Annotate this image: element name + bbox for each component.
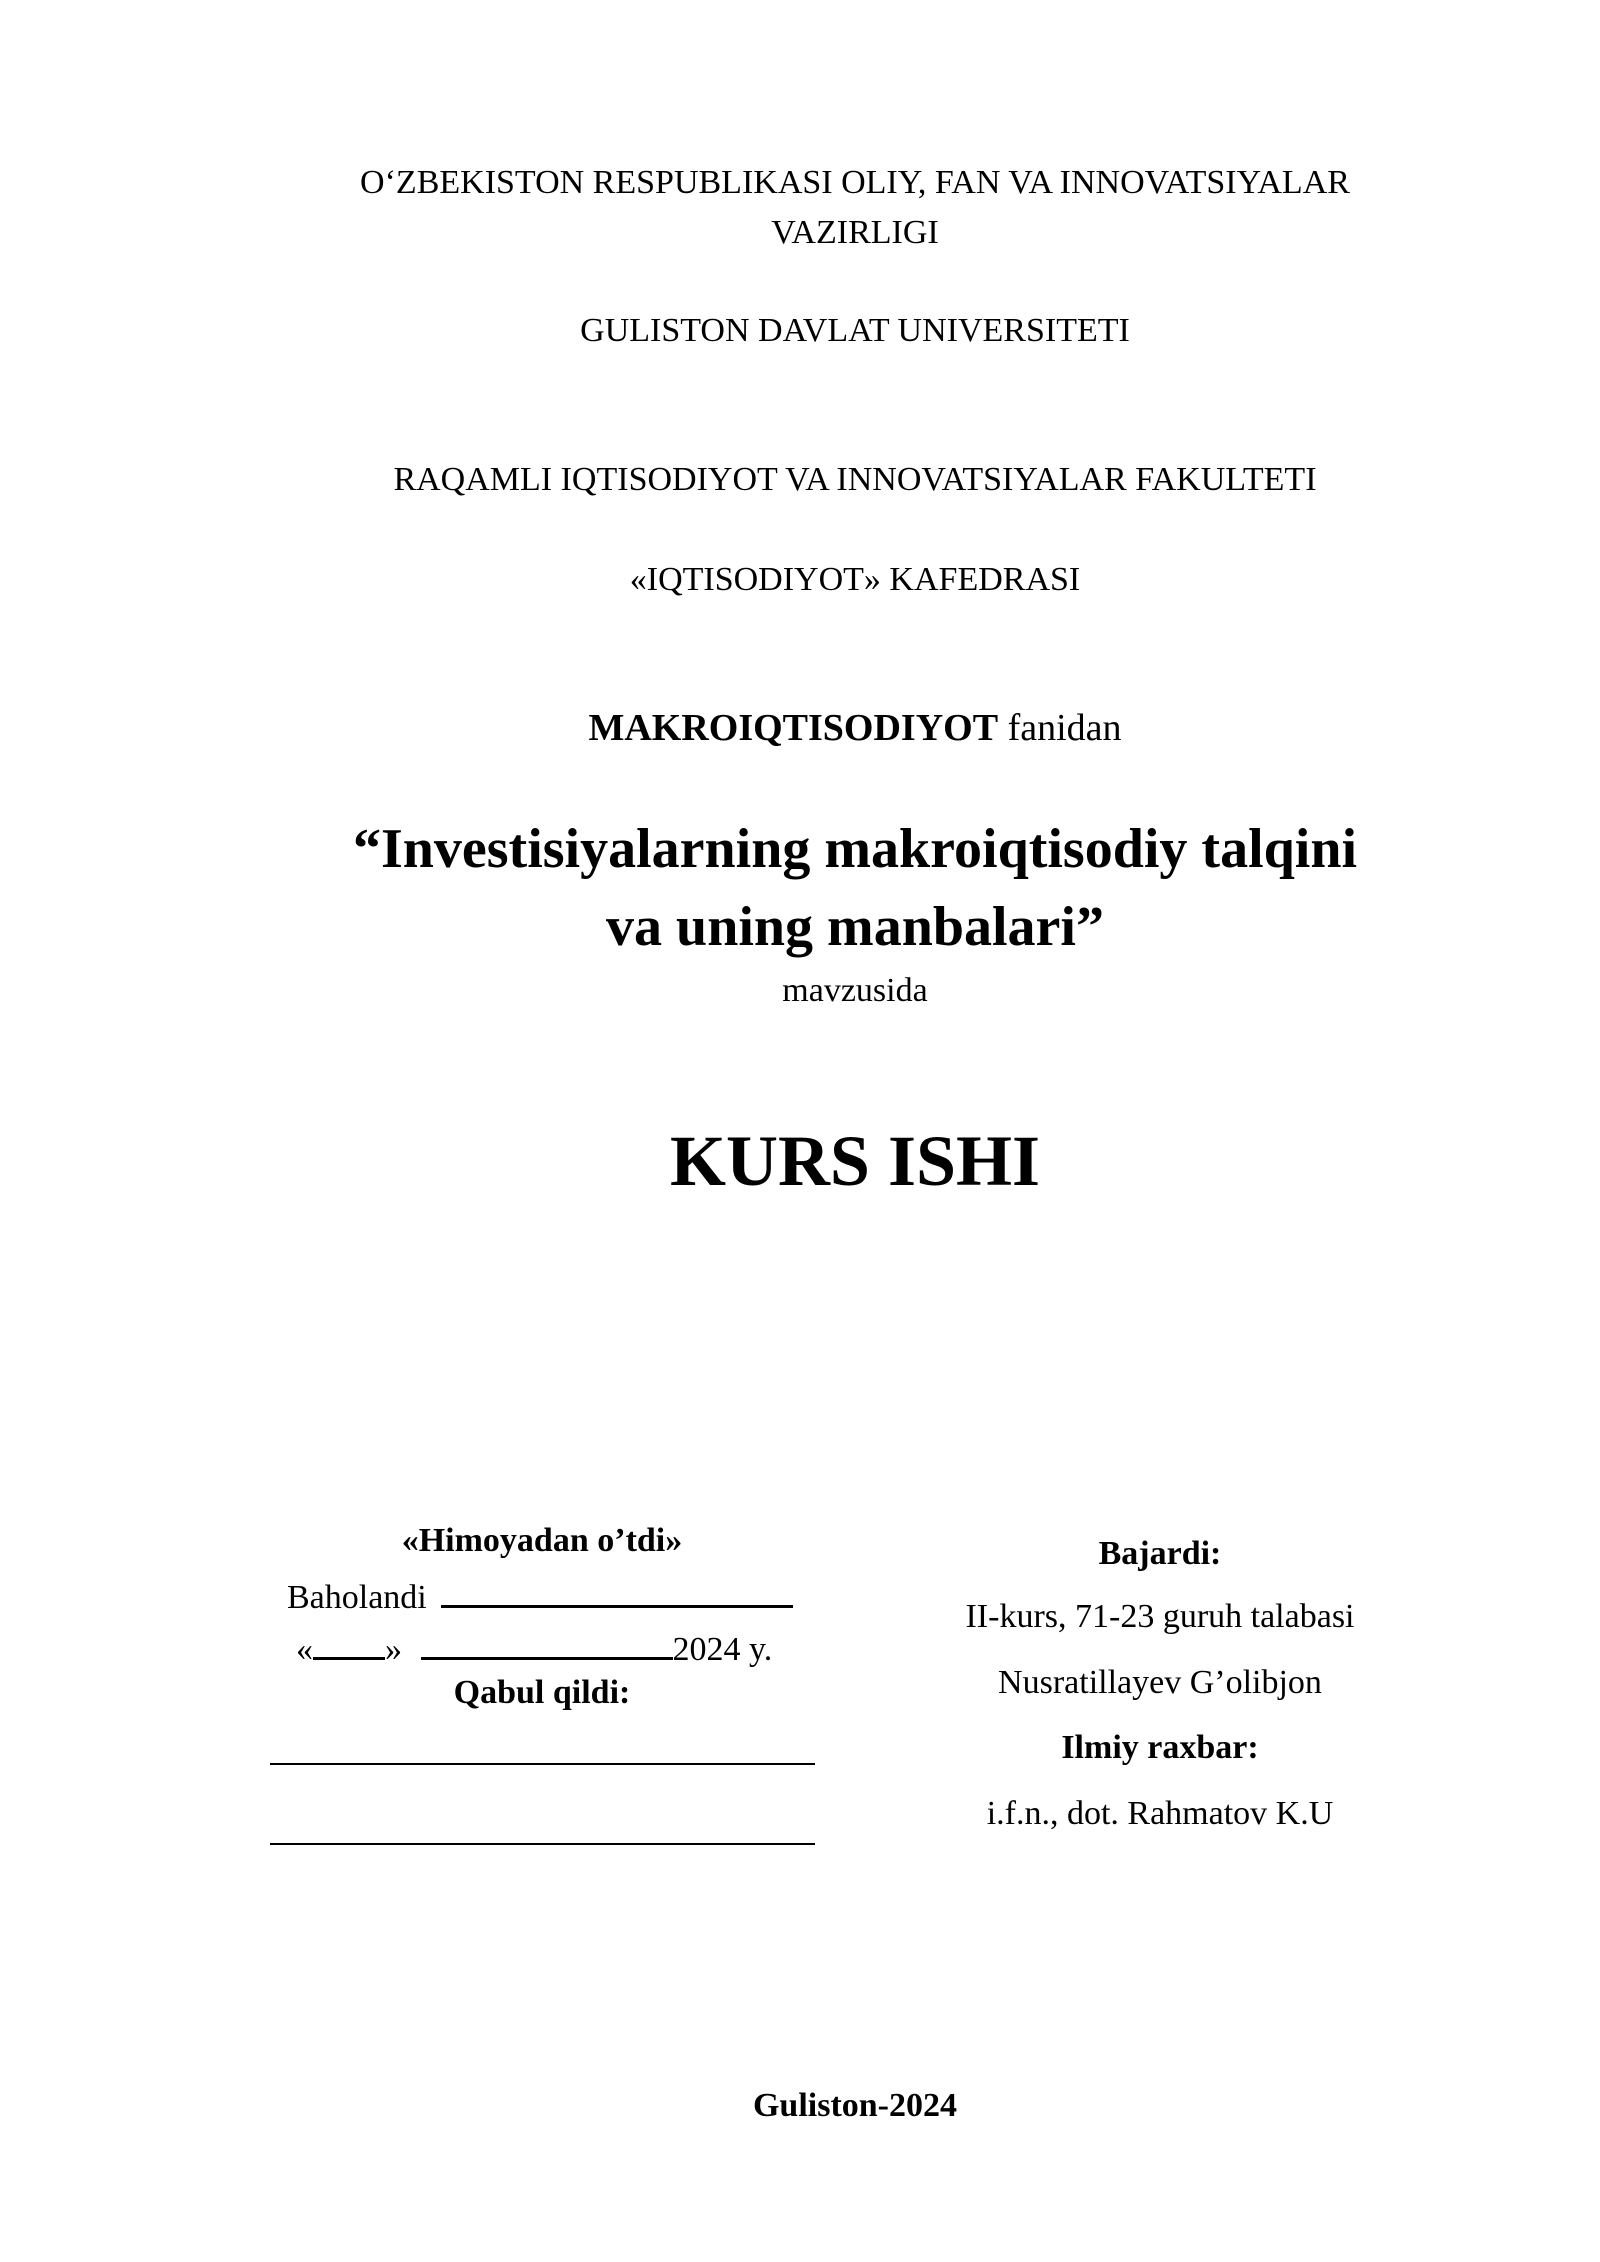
ministry-line-2: VAZIRLIGI [771,214,939,251]
advisor-name: i.f.n., dot. Rahmatov K.U [986,1795,1334,1832]
signature-line-1 [270,1763,815,1765]
performer-label: Bajardi: [1098,1535,1222,1572]
signature-line-2 [270,1843,815,1845]
graded-label: Baholandi [287,1579,427,1616]
document-type-title: KURS ISHI [669,1121,1041,1201]
date-close-quote: » [385,1631,402,1668]
footer-place-year: Guliston-2024 [752,2087,958,2124]
topic-suffix: mavzusida [782,972,928,1009]
subject-suffix: fanidan [998,707,1122,749]
ministry-line-1: O‘ZBEKISTON RESPUBLIKASI OLIY, FAN VA INNOVATSIYALAR [360,164,1350,201]
grade-blank-line [441,1575,793,1608]
graded-row [287,1575,793,1617]
month-blank-line [421,1627,673,1660]
topic-line-2: va uning manbalari” [606,896,1104,958]
advisor-label: Ilmiy raxbar: [1061,1729,1259,1766]
defense-title: «Himoyadan o’tdi» [401,1522,683,1559]
accepted-label: Qabul qildi: [453,1674,631,1711]
subject-name: MAKROIQTISODIYOT [588,707,999,749]
topic-line-1: “Investisiyalarning makroiqtisodiy talqini [352,818,1358,880]
student-group: II-kurs, 71-23 guruh talabasi [965,1598,1355,1635]
date-row [296,1627,772,1669]
department-name: «IQTISODIYOT» KAFEDRASI [629,561,1081,598]
year-label: 2024 y. [672,1631,773,1668]
faculty-name: RAQAMLI IQTISODIYOT VA INNOVATSIYALAR FAKULTETI [393,461,1317,498]
subject-line [55,706,1600,750]
day-blank-line [313,1627,385,1660]
date-open-quote: « [296,1631,313,1668]
student-name: Nusratillayev G’olibjon [998,1664,1322,1701]
university-name: GULISTON DAVLAT UNIVERSITETI [580,312,1130,349]
